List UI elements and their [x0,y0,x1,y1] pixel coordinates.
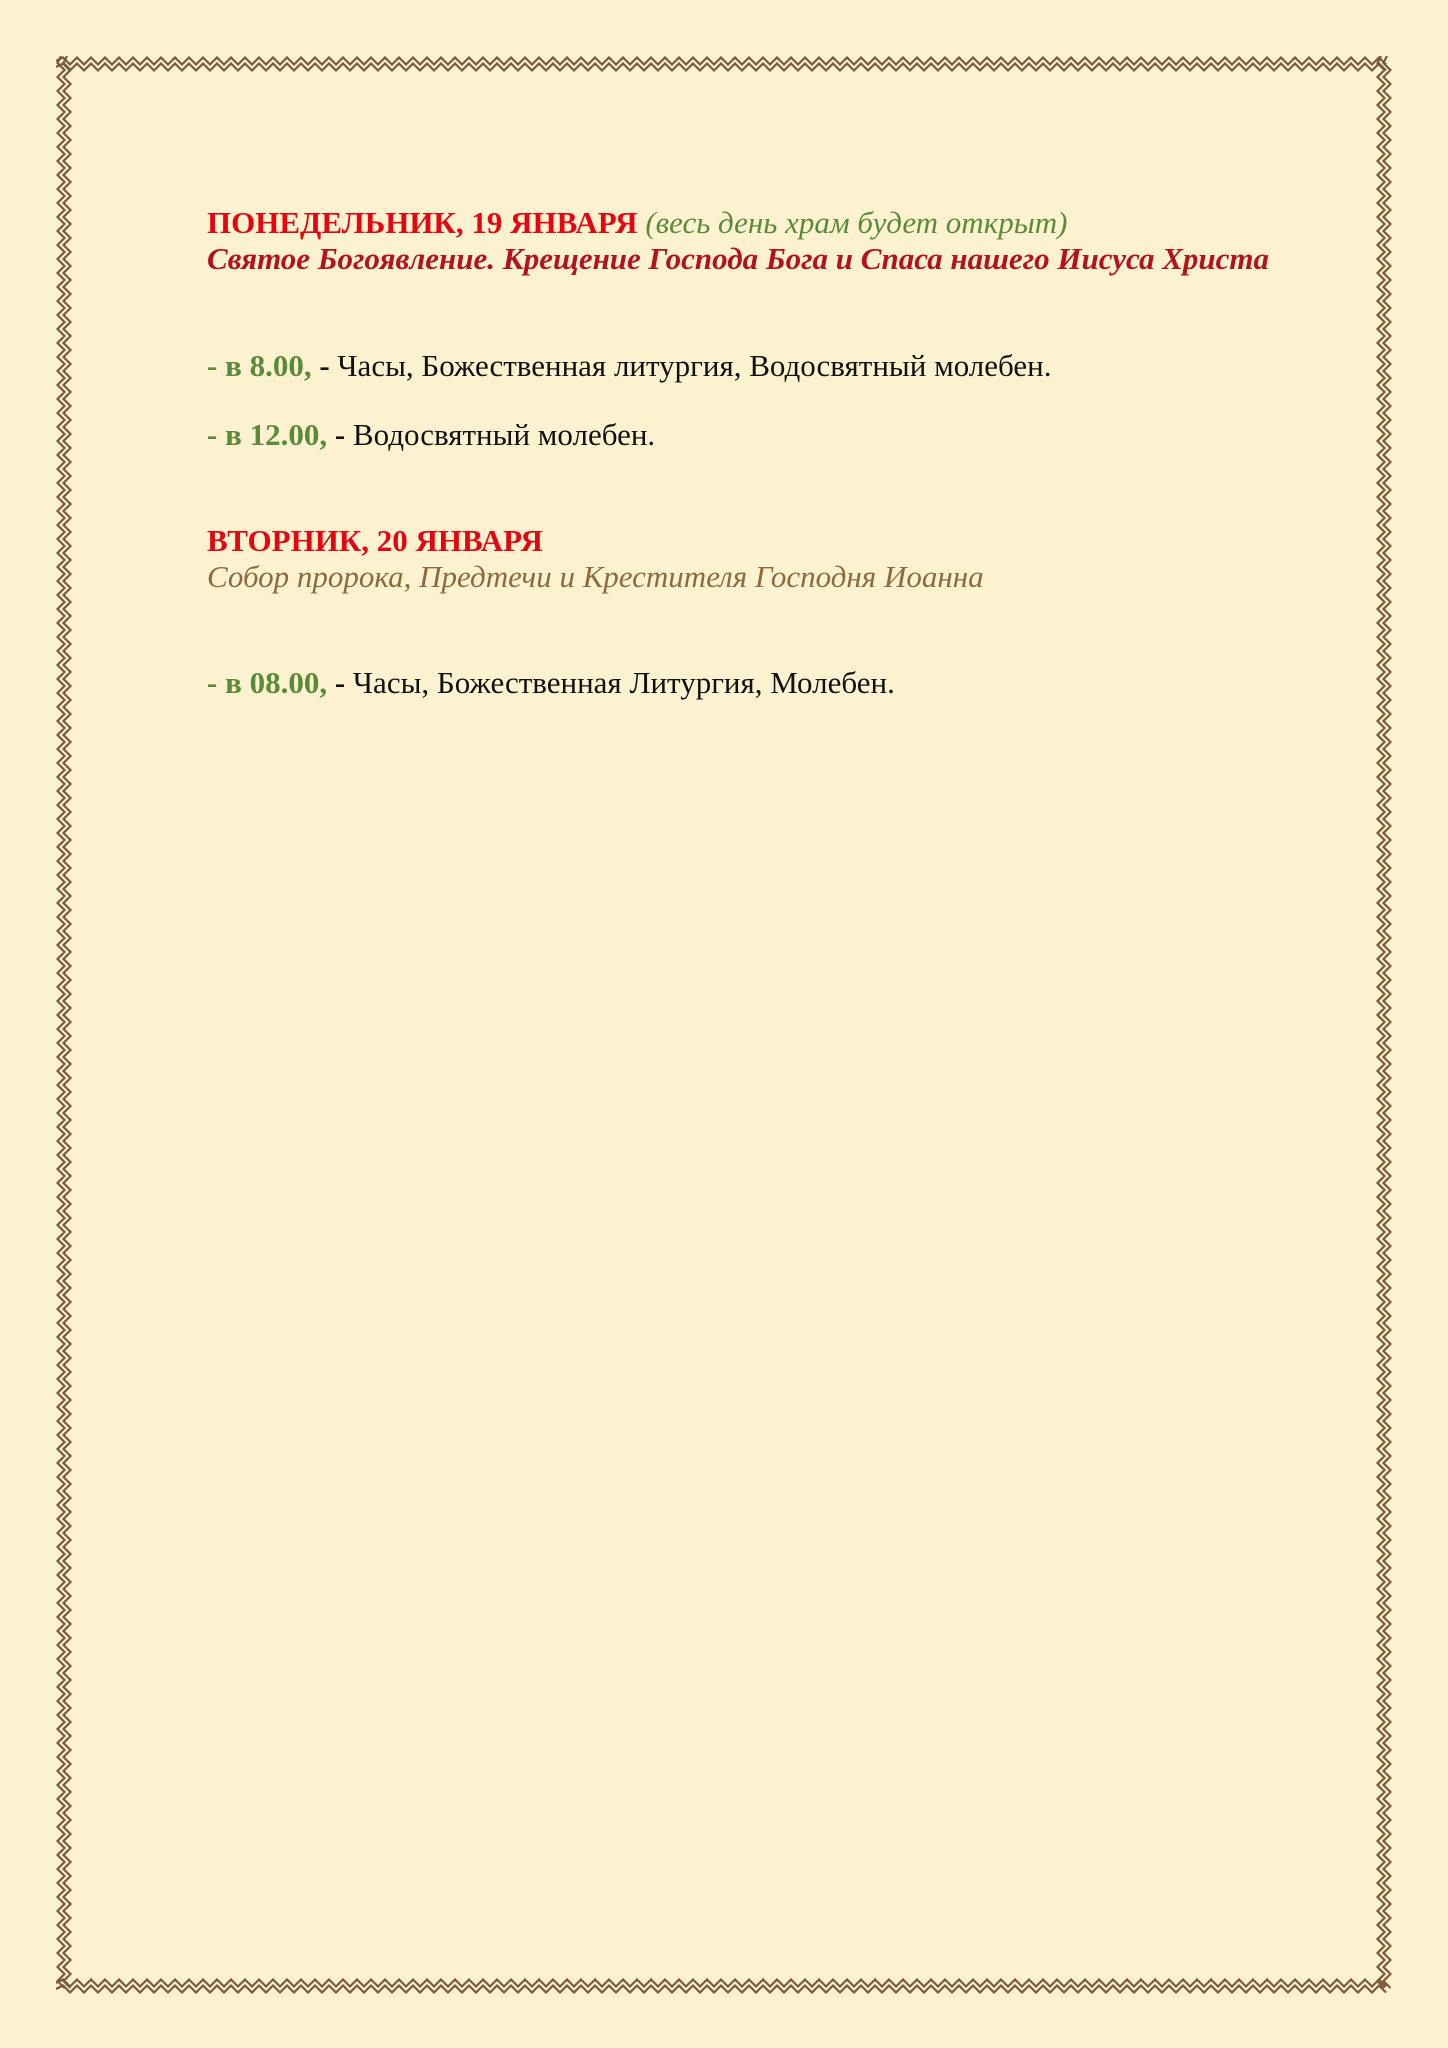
zigzag-line [56,1986,1386,1993]
day-note: (весь день храм будет открыт) [645,205,1068,240]
service-item [207,348,1287,384]
service-time: - в 12.00, [207,417,328,452]
zigzag-line [58,56,65,1988]
decorative-border [56,56,1392,1994]
service-item [207,417,1287,453]
service-dash: - [319,348,330,383]
day-heading [207,523,1287,559]
day-name: ВТОРНИК, 20 ЯНВАРЯ [207,523,543,558]
service-description: Водосвятный молебен. [352,417,656,452]
service-item [207,665,1287,701]
day-monday [207,205,1287,277]
service-time: - в 08.00, [207,665,328,700]
service-time: - в 8.00, [207,348,312,383]
service-dash: - [334,417,346,452]
day-tuesday [207,523,1287,595]
zigzag-border-icon [56,56,1392,1994]
zigzag-line [1378,56,1385,1988]
zigzag-line [56,64,1386,71]
day-heading [207,205,1287,241]
feast-title: Святое Богоявление. Крещение Господа Бога и Спаса нашего Иисуса Христа [207,241,1270,276]
feast-title: Собор пророка, Предтечи и Крестителя Господня Иоанна [207,559,984,594]
service-dash: - [334,665,346,700]
service-description: Часы, Божественная литургия, Водосвятный молебен. [337,348,1052,383]
day-name: ПОНЕДЕЛЬНИК, 19 ЯНВАРЯ [207,205,638,240]
service-description: Часы, Божественная Литургия, Молебен. [352,665,895,700]
